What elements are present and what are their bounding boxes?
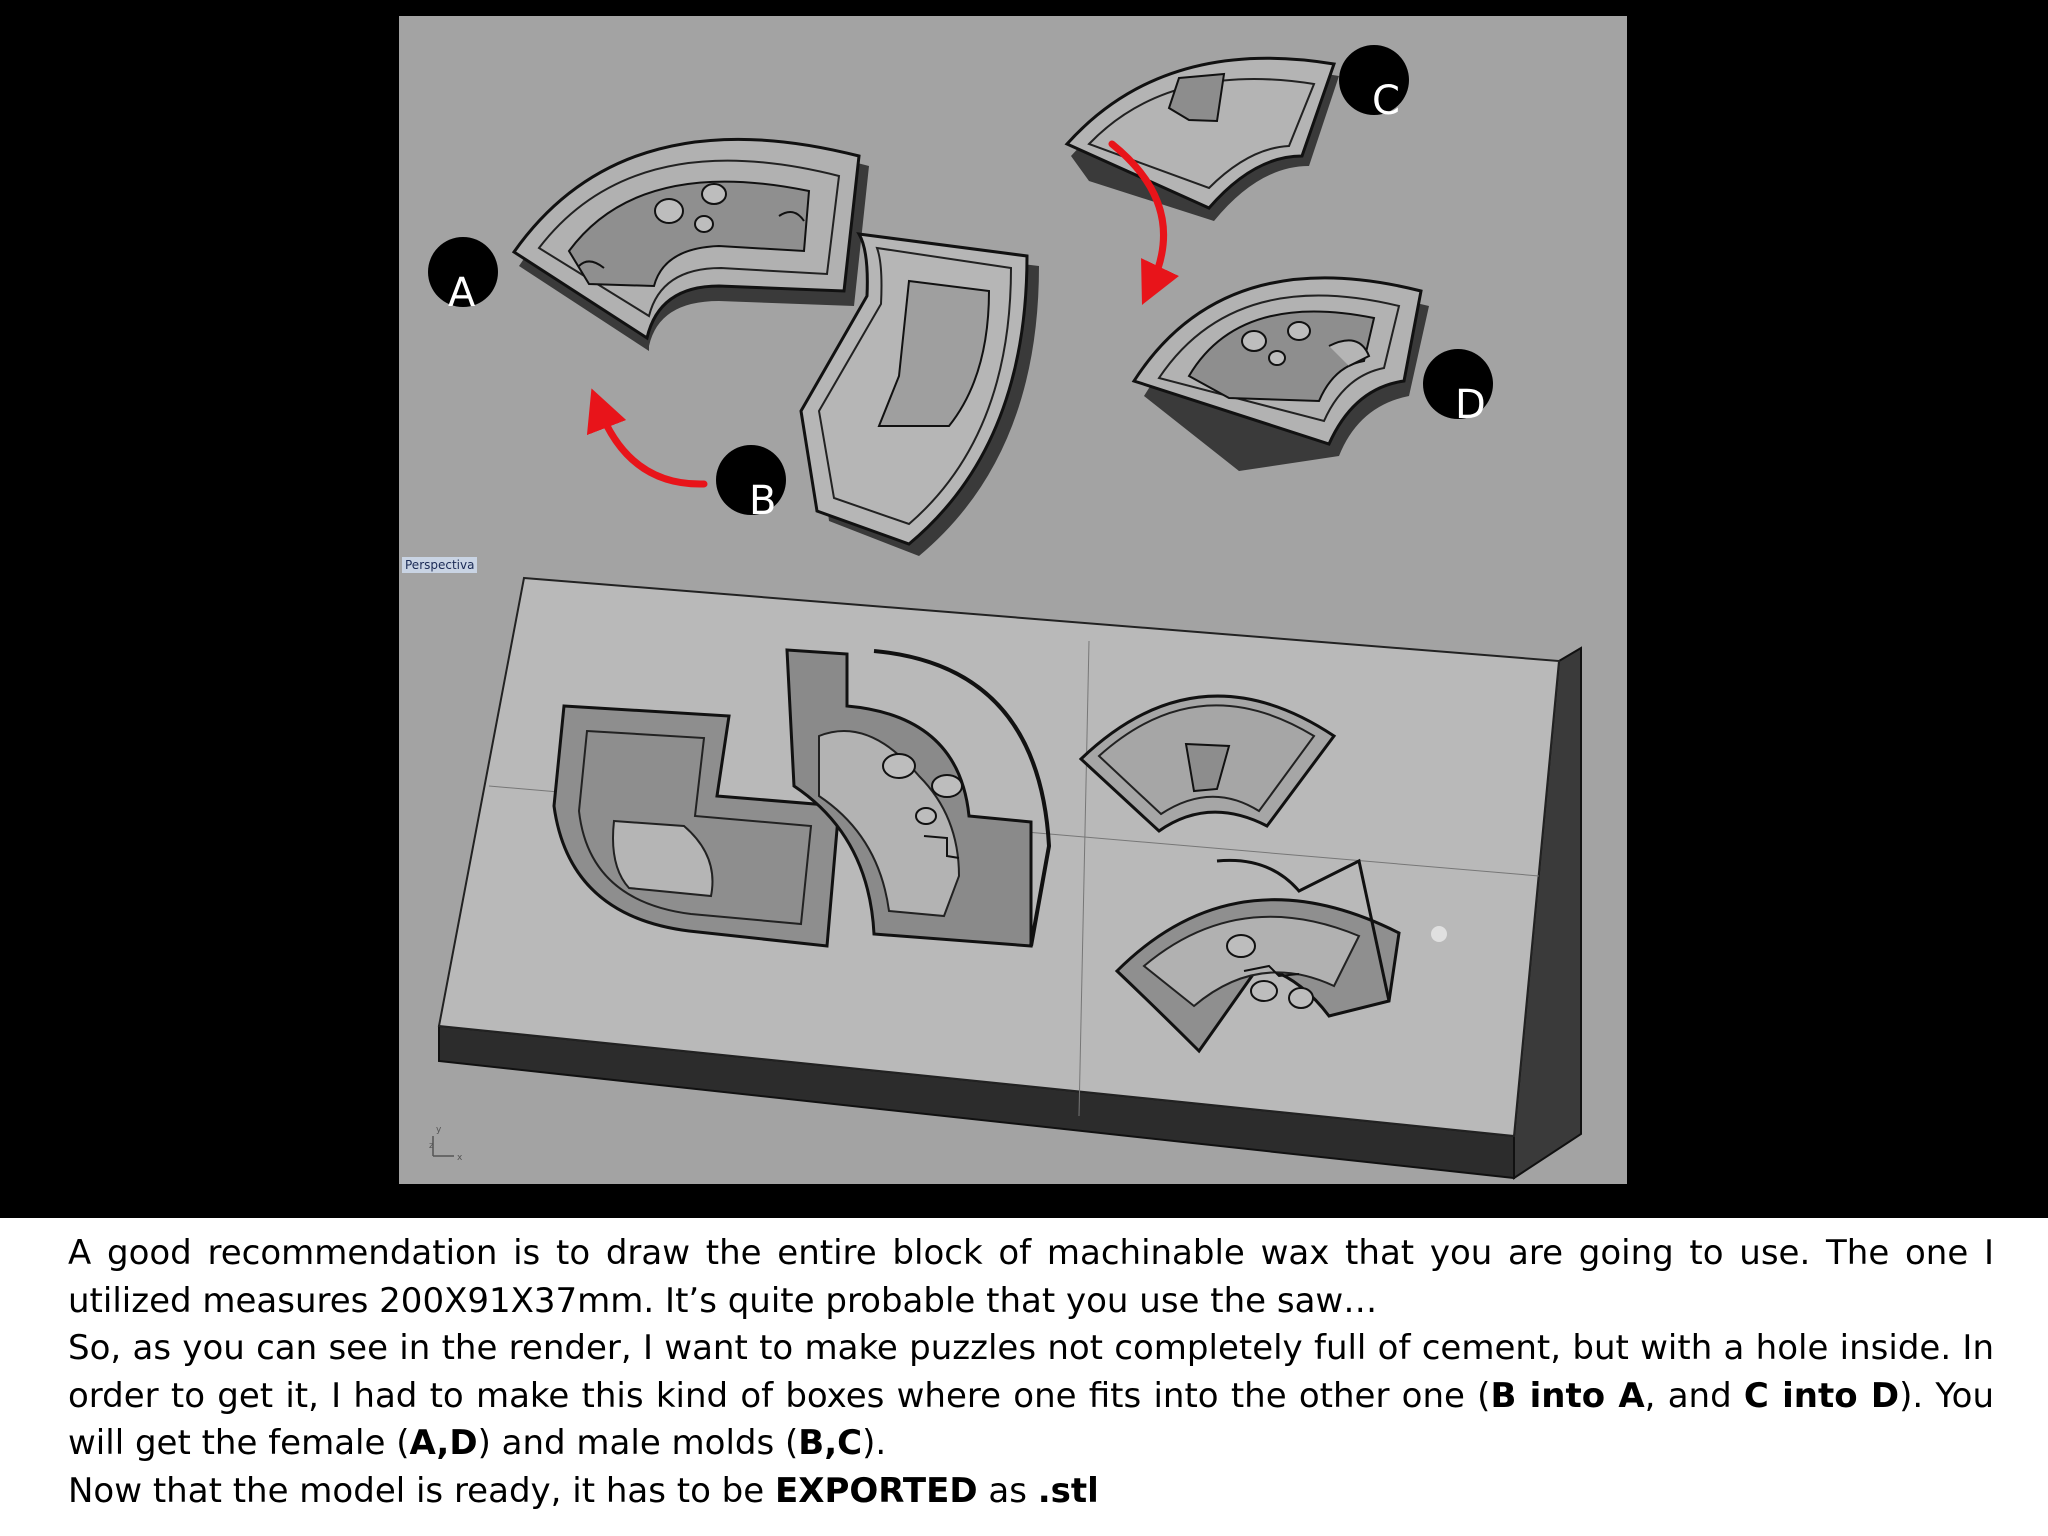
caption-text-run: Now that the model is ready, it has to be xyxy=(68,1470,775,1511)
piece-a xyxy=(514,139,869,351)
marker-c-label: C xyxy=(1372,78,1400,124)
axis-z-label: z xyxy=(429,1141,434,1151)
piece-c xyxy=(1067,58,1339,221)
caption-text-run: as xyxy=(977,1470,1038,1511)
caption-text-run: ). You will get the female ( xyxy=(68,1375,1995,1463)
marker-a-label: A xyxy=(448,270,476,316)
marker-b-label: B xyxy=(749,478,777,524)
arrow-b-to-a xyxy=(599,408,704,484)
caption-paragraph-3 xyxy=(68,1468,1994,1516)
viewport-label: Perspectiva xyxy=(402,557,477,573)
caption-bold-male: B,C xyxy=(798,1423,863,1463)
render-drawing xyxy=(399,16,1627,1184)
piece-d xyxy=(1134,278,1429,471)
caption-text-run: So, as you can see in the render, I want to make puzzles not completely full of cement, but with a hole inside. In order to get it, I had to make this kind of boxes where one fits into the other one ( xyxy=(68,1328,1994,1416)
axis-x-label: x xyxy=(457,1153,463,1163)
marker-d-label: D xyxy=(1455,382,1486,428)
caption-bold-b-into-a: B into A xyxy=(1490,1375,1645,1416)
caption-text-run: , and xyxy=(1644,1375,1744,1416)
caption-bold-female: A,D xyxy=(409,1423,478,1463)
caption-text-run: ) and male molds ( xyxy=(477,1423,799,1463)
wax-block xyxy=(439,578,1581,1178)
caption-panel xyxy=(0,1218,2048,1536)
axis-icon xyxy=(429,1125,463,1163)
caption-paragraph-2 xyxy=(68,1325,1994,1468)
axis-y-label: y xyxy=(436,1125,442,1135)
cad-viewport xyxy=(399,16,1627,1184)
caption-text-run: ). xyxy=(862,1423,887,1463)
caption-bold-exported: EXPORTED xyxy=(775,1470,978,1511)
caption-paragraph-1: A good recommendation is to draw the entire block of machinable wax that you are going to use. The one I utilized measures 200X91X37mm. It’s quite probable that you use the saw… xyxy=(68,1233,1994,1321)
caption-bold-c-into-d: C into D xyxy=(1743,1375,1900,1416)
caption-text xyxy=(68,1230,1994,1515)
caption-bold-stl: .stl xyxy=(1037,1470,1099,1511)
